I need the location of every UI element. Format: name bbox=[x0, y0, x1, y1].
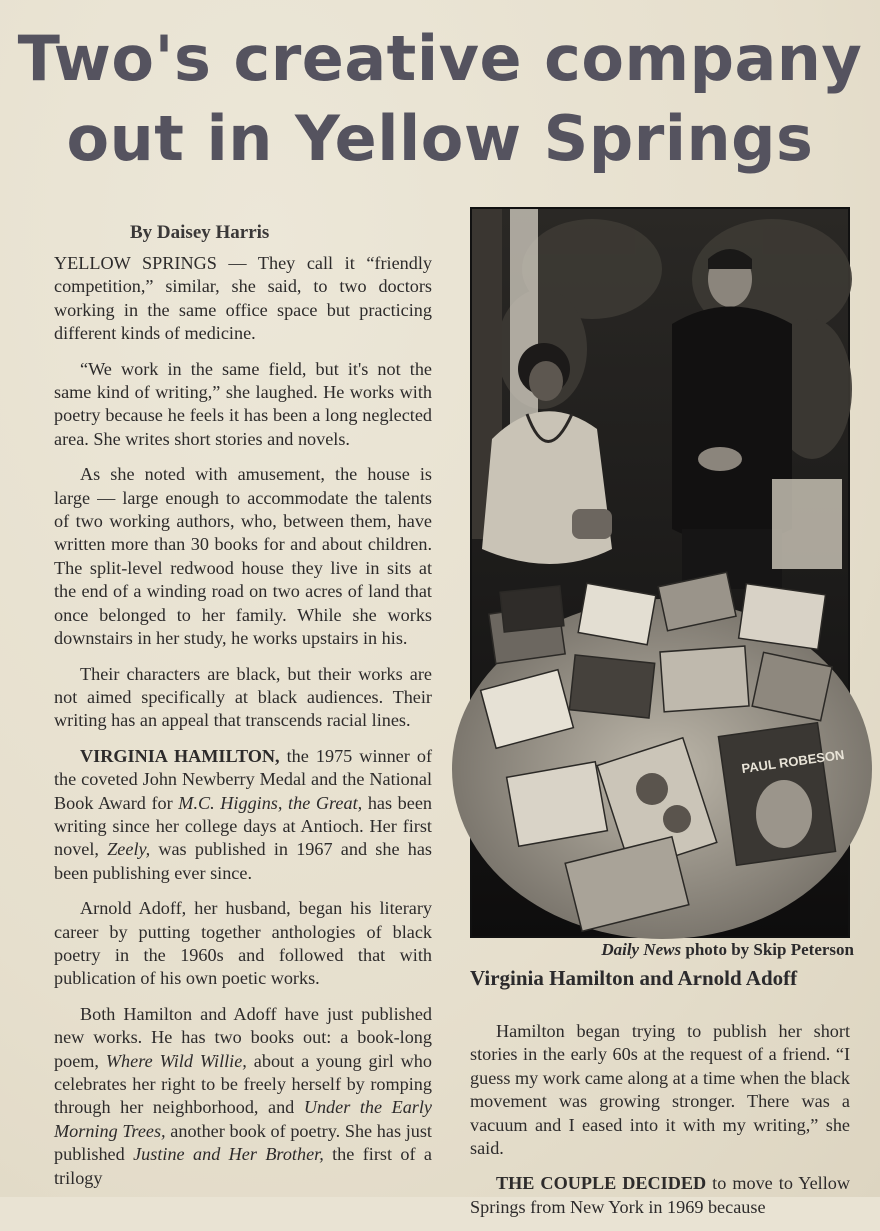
book-title-mc-higgins: M.C. Higgins, the Great, bbox=[178, 792, 363, 813]
right-column bbox=[470, 1020, 850, 1231]
paragraph-7 bbox=[54, 1003, 432, 1190]
paragraph-4: Their characters are black, but their works are not aimed specifically at black audiences. Their writing has an appeal that transcends racial lines. bbox=[54, 663, 432, 731]
paragraph-6: Arnold Adoff, her husband, began his literary career by putting together anthologies of black poetry in the 1960s and followed that with publication of his own poetic works. bbox=[54, 898, 432, 989]
side-table bbox=[772, 479, 842, 569]
paragraph-1 bbox=[54, 252, 432, 346]
paragraph-3: As she noted with amusement, the house is large — large enough to accommodate the talents of two working authors, who, between them, have written more than 30 books for and about children. The split-level redwood house they live in sits at the end of a winding road on two acres of land that once belonged to her family. While she works downstairs in her study, he works upstairs in his. bbox=[54, 464, 432, 649]
photo-credit-rest: photo by Skip Peterson bbox=[681, 940, 854, 959]
p7-text-c: another book of poetry. She has just published bbox=[54, 1120, 432, 1165]
paragraph-1-text: They call it “friendly competition,” similar, she said, to two doctors working in the same office space but practicing different kinds of medicine. bbox=[54, 253, 432, 344]
photo-credit-source: Daily News bbox=[601, 940, 682, 959]
p7-text-a: Both Hamilton and Adoff have just published new works. He has two books out: a book-long poem, bbox=[54, 1003, 432, 1071]
book-title-zeely: Zeely, bbox=[107, 839, 151, 860]
book-title-justine: Justine and Her Brother, bbox=[133, 1144, 324, 1165]
p5-text-b: has been writing since her college days at Antioch. Her first novel, bbox=[54, 792, 433, 860]
headline-line-2: out in Yellow Springs bbox=[66, 102, 814, 175]
book-title-where-wild-willie: Where Wild Willie, bbox=[105, 1050, 247, 1071]
book-title-under-the-early-morning-trees: Under the Early Morning Trees, bbox=[54, 1097, 432, 1141]
subhead-virginia-hamilton: VIRGINIA HAMILTON, bbox=[80, 745, 280, 766]
left-column bbox=[54, 252, 432, 1202]
paragraph-2: “We work in the same field, but it's not the same kind of writing,” she laughed. He works with poetry because he feels it has been a long neglected area. She writes short stories and novels. bbox=[54, 358, 432, 449]
p7-text-d: the first of a trilogy bbox=[54, 1144, 432, 1188]
book-title-paul-robeson: PAUL ROBESON bbox=[740, 746, 846, 777]
dateline: YELLOW SPRINGS — bbox=[54, 253, 258, 273]
photo-illustration bbox=[472, 209, 848, 936]
byline: By Daisey Harris bbox=[130, 222, 270, 243]
photo-caption: Virginia Hamilton and Arnold Adoff bbox=[470, 966, 798, 990]
right-paragraph-2-text: to move to Yellow Springs from New York in 1969 because bbox=[470, 1173, 850, 1217]
p5-text-c: was published in 1967 and she has been publishing ever since. bbox=[54, 839, 432, 883]
right-paragraph-2 bbox=[470, 1172, 850, 1219]
paragraph-5 bbox=[54, 745, 432, 885]
p5-text-a: the 1975 winner of the coveted John Newberry Medal and the National Book Award for bbox=[54, 745, 433, 813]
right-paragraph-1: Hamilton began trying to publish her short stories in the early 60s at the request of a friend. “I guess my work came along at a time when the black movement was growing stronger. There was a vacuum and I eased into it with my writing,” she said. bbox=[470, 1021, 850, 1159]
p7-text-b: about a young girl who celebrates her right to be freely herself by romping through her neighborhood, and bbox=[54, 1050, 432, 1118]
photo-credit bbox=[470, 940, 854, 960]
headline-line-1: Two's creative company bbox=[17, 22, 863, 95]
news-photo bbox=[470, 207, 850, 938]
subhead-couple-decided: THE COUPLE DECIDED bbox=[496, 1173, 707, 1194]
